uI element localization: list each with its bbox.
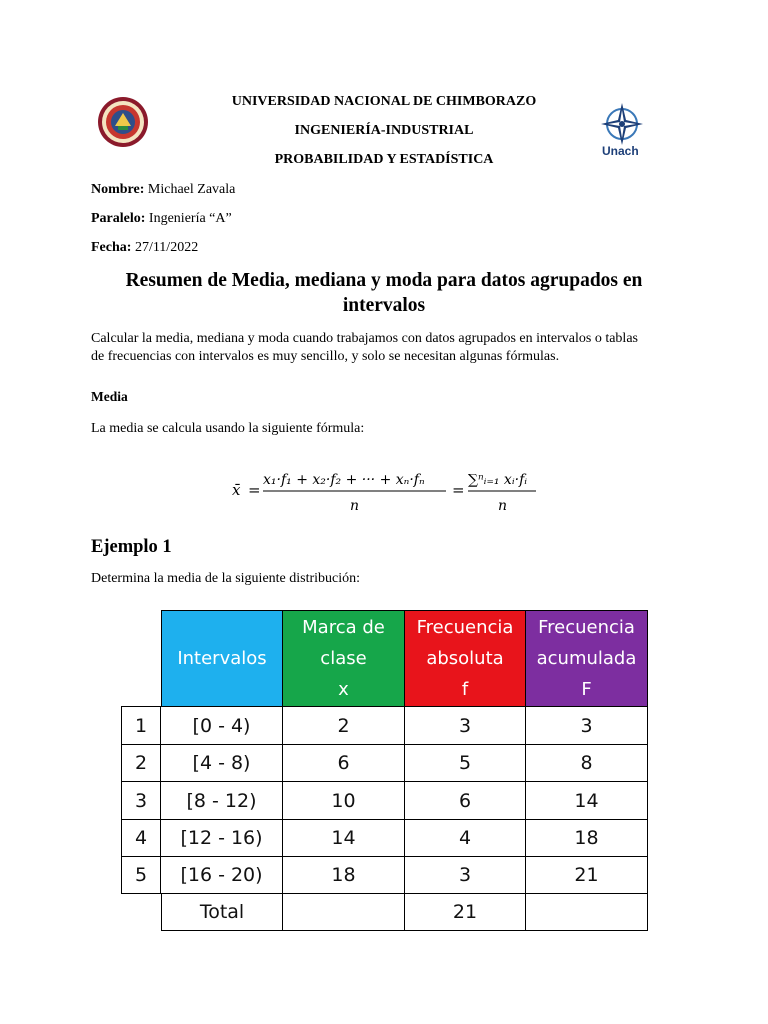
row-number: 5	[121, 857, 161, 894]
title-line-2: intervalos	[342, 295, 426, 316]
svg-text:n: n	[498, 498, 508, 514]
row-interval: [0 - 4)	[161, 707, 283, 745]
row-number: 4	[121, 820, 161, 857]
svg-text:=: =	[452, 481, 465, 499]
row-F: 18	[526, 820, 648, 857]
row-number: 2	[121, 745, 161, 782]
header-corner-empty	[121, 610, 161, 707]
header-facum-line-1: Frecuencia	[538, 617, 635, 638]
paralelo-value: Ingeniería “A”	[148, 211, 232, 226]
row-interval: [8 - 12)	[161, 782, 283, 820]
header-frecuencia-acumulada	[526, 610, 648, 707]
row-F: 21	[526, 857, 648, 894]
row-number-column-top-border	[121, 706, 161, 707]
row-F: 14	[526, 782, 648, 820]
frequency-table	[121, 610, 648, 931]
nombre-label: Nombre:	[91, 182, 145, 197]
intro-line-1: Calcular la media, mediana y moda cuando trabajamos con datos agrupados en intervalos o tablas	[91, 331, 638, 346]
row-f: 4	[405, 820, 526, 857]
total-label: Total	[161, 894, 283, 931]
row-marca: 10	[283, 782, 405, 820]
header-frecuencia-absoluta	[405, 610, 526, 707]
intro-line-2: de frecuencias con intervalos es muy sencillo, y solo se necesitan algunas fórmulas.	[91, 349, 560, 364]
row-F: 8	[526, 745, 648, 782]
row-number: 1	[121, 707, 161, 745]
header-marca-line-1: Marca de	[302, 617, 385, 638]
svg-text:x̄: x̄	[232, 481, 241, 499]
intro-paragraph	[91, 330, 691, 366]
header-marca-line-3: x	[338, 679, 349, 700]
row-marca: 14	[283, 820, 405, 857]
fecha-value: 27/11/2022	[134, 240, 199, 255]
paralelo-field	[91, 211, 232, 227]
row-f: 3	[405, 707, 526, 745]
header-marca-clase	[283, 610, 405, 707]
subject-name: PROBABILIDAD Y ESTADÍSTICA	[274, 152, 494, 167]
row-interval: [16 - 20)	[161, 857, 283, 894]
total-marca-empty	[283, 894, 405, 931]
row-interval: [12 - 16)	[161, 820, 283, 857]
header-fabs-line-2: absoluta	[426, 648, 504, 669]
ejemplo-heading: Ejemplo 1	[91, 537, 172, 557]
title-line-1: Resumen de Media, mediana y moda para datos agrupados en	[125, 270, 643, 291]
header-fabs-line-1: Frecuencia	[416, 617, 514, 638]
header-intervalos-line-1: Intervalos	[177, 648, 267, 669]
row-marca: 18	[283, 857, 405, 894]
row-marca: 2	[283, 707, 405, 745]
row-number: 3	[121, 782, 161, 820]
svg-text:x₁·f₁ + x₂·f₂ + ··· + xₙ·fₙ: x₁·f₁ + x₂·f₂ + ··· + xₙ·fₙ	[263, 472, 425, 488]
total-f: 21	[405, 894, 526, 931]
mean-formula	[230, 462, 550, 518]
header-fabs-line-3: f	[461, 679, 469, 700]
svg-text:n: n	[350, 498, 360, 514]
svg-text:=: =	[248, 481, 261, 499]
document-title	[90, 268, 678, 318]
row-F: 3	[526, 707, 648, 745]
row-f: 3	[405, 857, 526, 894]
unach-logo-text: Unach	[602, 144, 639, 158]
row-f: 6	[405, 782, 526, 820]
career-name: INGENIERÍA-INDUSTRIAL	[294, 123, 474, 138]
media-heading: Media	[91, 389, 128, 404]
nombre-value: Michael Zavala	[147, 182, 236, 197]
media-text: La media se calcula usando la siguiente fórmula:	[91, 421, 365, 436]
header-marca-line-2: clase	[320, 648, 367, 669]
row-f: 5	[405, 745, 526, 782]
header-facum-line-3: F	[581, 679, 592, 700]
row-marca: 6	[283, 745, 405, 782]
row-interval: [4 - 8)	[161, 745, 283, 782]
total-F-empty	[526, 894, 648, 931]
university-name: UNIVERSIDAD NACIONAL DE CHIMBORAZO	[231, 94, 537, 109]
svg-text:∑ⁿᵢ₌₁ xᵢ·fᵢ: ∑ⁿᵢ₌₁ xᵢ·fᵢ	[468, 472, 528, 488]
header-intervalos	[161, 610, 283, 707]
paralelo-label: Paralelo:	[91, 211, 146, 226]
fecha-field	[91, 240, 198, 256]
nombre-field	[91, 182, 235, 198]
fecha-label: Fecha:	[91, 240, 132, 255]
header-facum-line-2: acumulada	[536, 648, 637, 669]
ejemplo-text: Determina la media de la siguiente distribución:	[91, 571, 361, 586]
